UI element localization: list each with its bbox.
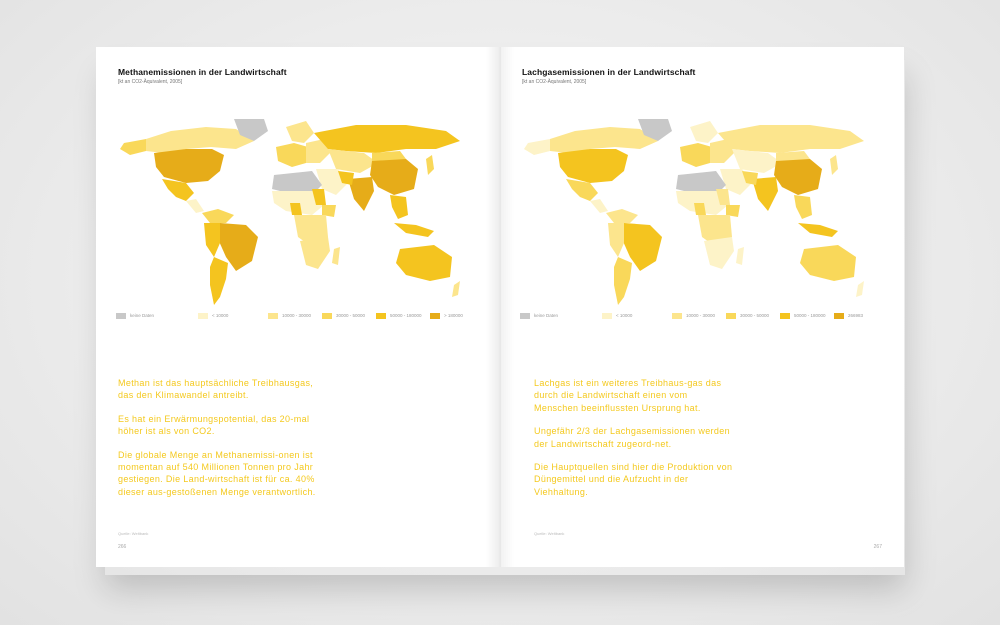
map-alaska bbox=[120, 139, 146, 155]
legend-label: keine Daten bbox=[534, 313, 559, 318]
legend-item-4 bbox=[780, 312, 826, 320]
legend-swatch bbox=[834, 313, 844, 319]
map-japan bbox=[830, 155, 838, 175]
body-paragraph: Lachgas ist ein weiteres Treibhaus-gas das durch die Landwirtschaft einen vom Menschen beeinflussten Ursprung hat. bbox=[534, 378, 722, 413]
body-paragraph: Ungefähr 2/3 der Lachgasemissionen werden der Landwirtschaft zugeord-net. bbox=[534, 426, 730, 449]
map-usa bbox=[154, 149, 224, 183]
map-se-asia bbox=[390, 195, 408, 219]
map-central-america bbox=[590, 199, 608, 213]
map-china bbox=[370, 159, 418, 195]
body-paragraph: Die globale Menge an Methanemissi-onen ist momentan auf 540 Millionen Tonnen pro Jahr gestiegen. Die Land-wirtschaft ist für ca. 40% dieser aus-gestoßenen Menge verantwortlich. bbox=[118, 449, 316, 497]
map-new-zealand bbox=[452, 281, 460, 297]
map-central-america bbox=[186, 199, 204, 213]
legend-item-5 bbox=[834, 312, 863, 320]
legend-item-2 bbox=[672, 312, 715, 320]
map-nigeria bbox=[694, 203, 706, 215]
legend-item-4 bbox=[376, 312, 422, 320]
map-nigeria bbox=[290, 203, 302, 215]
map-indonesia bbox=[798, 223, 838, 237]
right-body-text bbox=[534, 377, 734, 509]
map-madagascar bbox=[736, 247, 744, 265]
legend-swatch bbox=[672, 313, 682, 319]
legend-label: 30000 - 50000 bbox=[740, 313, 770, 318]
body-paragraph: Es hat ein Erwärmungspotential, das 20-mal höher ist als von CO2. bbox=[118, 413, 310, 437]
map-peru-bolivia bbox=[204, 223, 220, 257]
legend-label: < 10000 bbox=[212, 313, 229, 318]
map-usa bbox=[558, 149, 628, 183]
left-body-text bbox=[118, 377, 318, 509]
map-australia bbox=[800, 245, 856, 281]
map-scandinavia bbox=[690, 121, 718, 143]
body-paragraph: Methan ist das hauptsächliche Treibhausgas, das den Klimawandel antreibt. bbox=[118, 378, 314, 401]
map-peru-bolivia bbox=[608, 223, 624, 257]
legend-item-1 bbox=[198, 312, 228, 320]
right-world-map bbox=[520, 119, 872, 324]
legend-label: 30000 - 50000 bbox=[336, 313, 366, 318]
legend-swatch bbox=[116, 313, 126, 319]
map-indonesia bbox=[394, 223, 434, 237]
map-southern-africa bbox=[300, 237, 330, 269]
right-page-title: Lachgasemissionen in der Landwirtschaft bbox=[522, 67, 696, 77]
map-argentina bbox=[614, 257, 632, 305]
map-australia bbox=[396, 245, 452, 281]
map-russia bbox=[718, 125, 864, 153]
legend-label: > 180000 bbox=[444, 313, 463, 318]
right-legend bbox=[520, 312, 880, 322]
legend-label: < 10000 bbox=[616, 313, 633, 318]
legend-label: 50000 - 180000 bbox=[390, 313, 422, 318]
map-russia bbox=[314, 125, 460, 153]
legend-swatch bbox=[198, 313, 208, 319]
map-western-europe bbox=[276, 143, 308, 167]
body-paragraph: Die Hauptquellen sind hier die Produktion von Düngemittel und die Aufzucht in der Viehhaltung. bbox=[534, 462, 733, 497]
map-argentina bbox=[210, 257, 228, 305]
map-japan bbox=[426, 155, 434, 175]
legend-item-1 bbox=[602, 312, 632, 320]
map-madagascar bbox=[332, 247, 340, 265]
legend-item-3 bbox=[726, 312, 769, 320]
map-colombia-venezuela bbox=[202, 209, 234, 223]
legend-swatch bbox=[602, 313, 612, 319]
left-page bbox=[96, 47, 500, 567]
left-page-subtitle: [kt an CO2-Äquivalent, 2005] bbox=[118, 79, 183, 85]
map-se-asia bbox=[794, 195, 812, 219]
legend-swatch bbox=[268, 313, 278, 319]
legend-swatch bbox=[322, 313, 332, 319]
right-page bbox=[500, 47, 904, 567]
right-page-number: 267 bbox=[873, 544, 882, 550]
right-source: Quelle: Weltbank bbox=[534, 531, 565, 536]
legend-swatch bbox=[376, 313, 386, 319]
map-colombia-venezuela bbox=[606, 209, 638, 223]
legend-item-no-data bbox=[116, 312, 154, 320]
map-southern-africa bbox=[704, 237, 734, 269]
legend-item-3 bbox=[322, 312, 365, 320]
legend-swatch bbox=[430, 313, 440, 319]
legend-swatch bbox=[520, 313, 530, 319]
map-china bbox=[774, 159, 822, 195]
left-page-number: 266 bbox=[118, 544, 127, 550]
right-page-subtitle: [kt an CO2-Äquivalent, 2005] bbox=[522, 79, 587, 85]
legend-swatch bbox=[780, 313, 790, 319]
map-scandinavia bbox=[286, 121, 314, 143]
legend-item-2 bbox=[268, 312, 311, 320]
left-page-title: Methanemissionen in der Landwirtschaft bbox=[118, 67, 287, 77]
map-new-zealand bbox=[856, 281, 864, 297]
legend-item-5 bbox=[430, 312, 463, 320]
left-source: Quelle: Weltbank bbox=[118, 531, 149, 536]
legend-label: 50000 - 180000 bbox=[794, 313, 826, 318]
legend-item-no-data bbox=[520, 312, 558, 320]
legend-label: 10000 - 30000 bbox=[282, 313, 312, 318]
map-western-europe bbox=[680, 143, 712, 167]
legend-label: 266983 bbox=[848, 313, 864, 318]
legend-swatch bbox=[726, 313, 736, 319]
map-alaska bbox=[524, 139, 550, 155]
legend-label: keine Daten bbox=[130, 313, 155, 318]
legend-label: 10000 - 30000 bbox=[686, 313, 716, 318]
left-legend bbox=[116, 312, 476, 322]
left-world-map bbox=[116, 119, 468, 324]
